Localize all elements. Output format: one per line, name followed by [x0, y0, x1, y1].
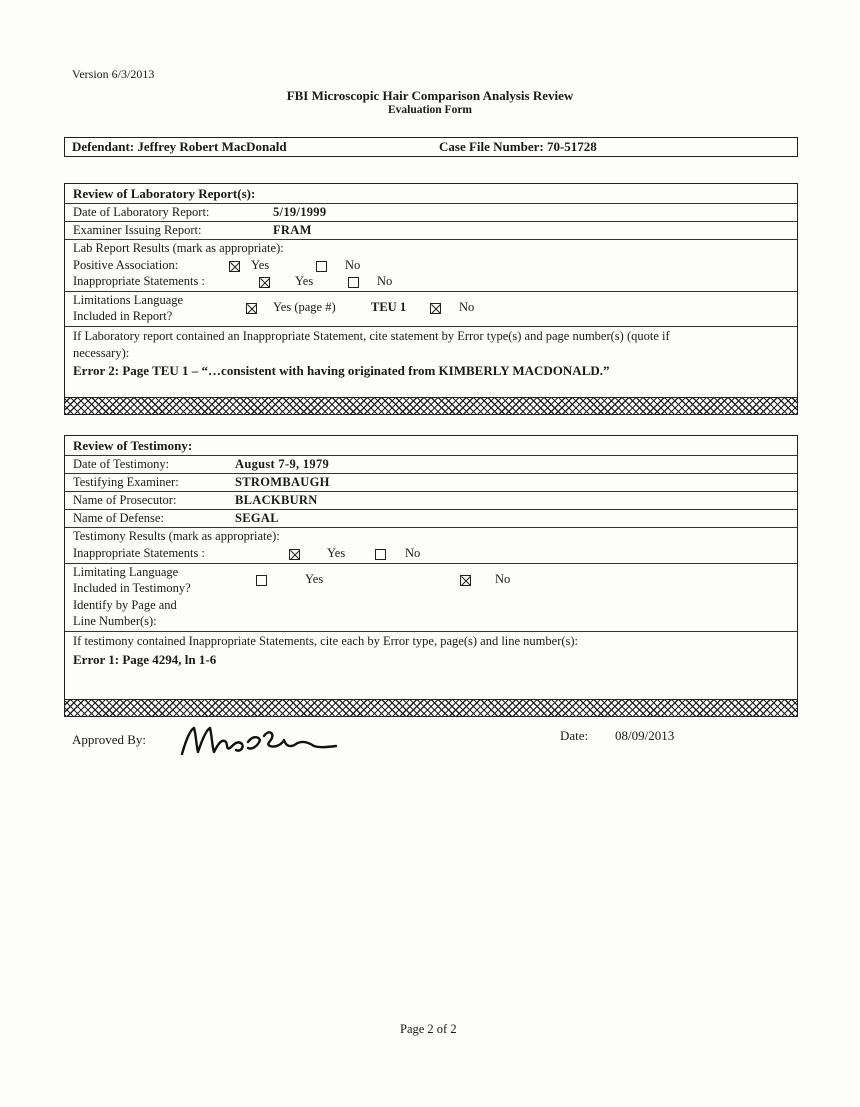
case-file-field: Case File Number: 70-51728 [439, 139, 597, 154]
lab-error-statement: Error 2: Page TEU 1 – “…consistent with having originated from KIMBERLY MACDONALD.” [73, 363, 610, 378]
prosecutor-label: Name of Prosecutor: [73, 493, 177, 507]
lab-inappropriate-yes-checkbox[interactable] [259, 277, 270, 288]
limitations-no-checkbox[interactable] [430, 303, 441, 314]
lab-report-section [64, 183, 798, 415]
date-value: 08/09/2013 [615, 728, 675, 743]
lab-examiner-value: FRAM [273, 223, 312, 237]
defense-value: SEGAL [235, 511, 279, 525]
testimony-cite-instructions: If testimony contained Inappropriate Statements, cite each by Error type, page(s) and line number(s): [73, 634, 579, 648]
limitations-yes-page-label: Yes (page #) [273, 300, 336, 314]
testimony-inappropriate-yes-label: Yes [327, 546, 346, 560]
lab-inappropriate-no-label: No [377, 274, 393, 288]
lab-examiner-label: Examiner Issuing Report: [73, 223, 202, 237]
signature-image [178, 722, 340, 762]
testimony-examiner-label: Testifying Examiner: [73, 475, 179, 489]
positive-no-checkbox[interactable] [316, 261, 327, 272]
testimony-inappropriate-label: Inappropriate Statements : [73, 546, 205, 560]
testimony-section [64, 435, 798, 717]
testimony-limiting-no-label: No [495, 572, 511, 586]
positive-yes-checkbox[interactable] [229, 261, 240, 272]
prosecutor-row [65, 492, 797, 510]
defense-row [65, 510, 797, 528]
date-label: Date: [560, 728, 589, 743]
limitations-label-1: Limitations Language [73, 293, 184, 307]
lab-inappropriate-label: Inappropriate Statements : [73, 274, 205, 288]
testimony-results-row [65, 528, 797, 564]
testimony-limiting-no-checkbox[interactable] [460, 575, 471, 586]
positive-no-label: No [345, 258, 361, 272]
testimony-limiting-yes-label: Yes [305, 572, 324, 586]
testimony-inappropriate-yes-checkbox[interactable] [289, 549, 300, 560]
case-info-box [64, 137, 798, 157]
testimony-examiner-value: STROMBAUGH [235, 475, 330, 489]
limitations-no-label: No [459, 300, 475, 314]
lab-cite-instructions: If Laboratory report contained an Inappropriate Statement, cite statement by Error type(s) and page number(s) (quote if [73, 329, 670, 343]
lab-inappropriate-yes-label: Yes [295, 274, 314, 288]
lab-results-row [65, 240, 797, 292]
testimony-heading-row [65, 436, 797, 456]
lab-examiner-row [65, 222, 797, 240]
page-number: Page 2 of 2 [400, 1022, 457, 1036]
lab-heading-row [65, 184, 797, 204]
lab-results-label: Lab Report Results (mark as appropriate): [73, 241, 284, 255]
limiting-label-1: Limitating Language [73, 565, 179, 579]
testimony-heading: Review of Testimony: [73, 438, 193, 453]
limiting-label-4: Line Number(s): [73, 614, 157, 628]
positive-association-label: Positive Association: [73, 258, 179, 272]
testimony-limiting-row [65, 564, 797, 632]
limitations-page-value: TEU 1 [371, 300, 407, 314]
testimony-date-value: August 7-9, 1979 [235, 457, 330, 471]
limitations-label-2: Included in Report? [73, 309, 173, 323]
testimony-section-hatch [65, 699, 797, 716]
form-title: FBI Microscopic Hair Comparison Analysis Review [286, 88, 574, 103]
approved-by-label: Approved By: [72, 732, 147, 747]
positive-yes-label: Yes [251, 258, 270, 272]
lab-date-value: 5/19/1999 [273, 205, 327, 219]
testimony-results-label: Testimony Results (mark as appropriate): [73, 529, 280, 543]
lab-limitations-row [65, 292, 797, 327]
version-label: Version 6/3/2013 [72, 67, 155, 81]
testimony-date-row [65, 456, 797, 474]
testimony-limiting-yes-checkbox[interactable] [256, 575, 267, 586]
testimony-error-statement: Error 1: Page 4294, ln 1-6 [73, 652, 217, 667]
lab-cite-instructions-2: necessary): [73, 346, 130, 360]
testimony-inappropriate-no-checkbox[interactable] [375, 549, 386, 560]
prosecutor-value: BLACKBURN [235, 493, 318, 507]
form-subtitle: Evaluation Form [387, 104, 472, 116]
limiting-label-2: Included in Testimony? [73, 581, 191, 595]
lab-section-hatch [65, 397, 797, 414]
defendant-field: Defendant: Jeffrey Robert MacDonald [72, 139, 287, 154]
lab-heading: Review of Laboratory Report(s): [73, 186, 256, 201]
testimony-date-label: Date of Testimony: [73, 457, 170, 471]
testimony-examiner-row [65, 474, 797, 492]
lab-date-label: Date of Laboratory Report: [73, 205, 210, 219]
limiting-label-3: Identify by Page and [73, 598, 177, 612]
lab-inappropriate-no-checkbox[interactable] [348, 277, 359, 288]
testimony-inappropriate-no-label: No [405, 546, 421, 560]
defense-label: Name of Defense: [73, 511, 164, 525]
lab-date-row [65, 204, 797, 222]
limitations-yes-checkbox[interactable] [246, 303, 257, 314]
